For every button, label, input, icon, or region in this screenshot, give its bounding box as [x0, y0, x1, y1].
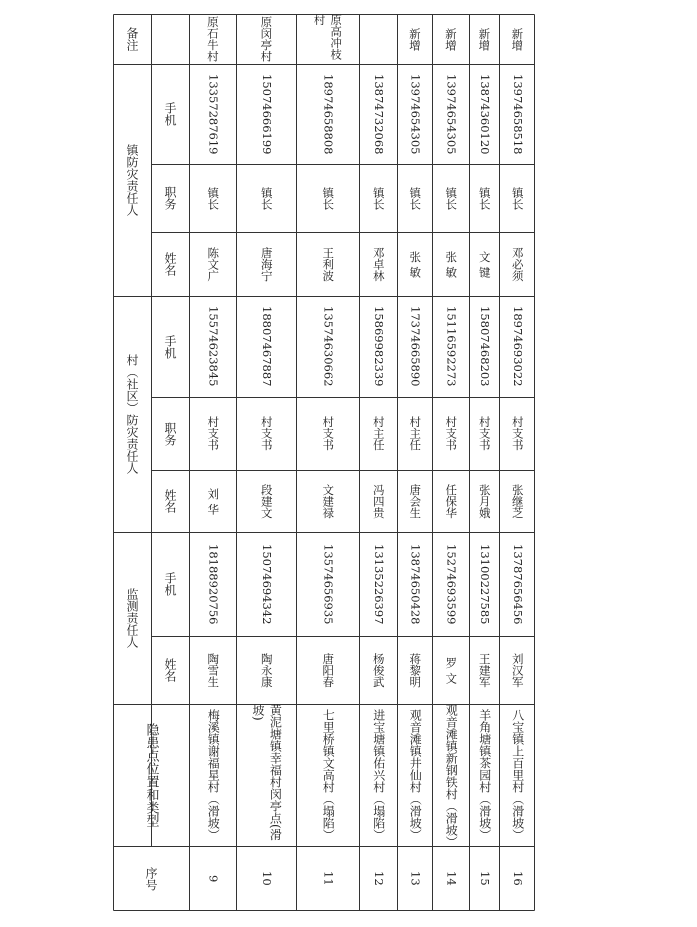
row-village-name [359, 470, 397, 532]
row-town-name [432, 232, 469, 296]
row-village-title-text: 村支书 [206, 416, 221, 451]
row-location-text: 羊角塘镇茶园村（滑坡） [477, 709, 492, 841]
row-seq-text: 15 [477, 871, 492, 886]
row-town-title [499, 164, 535, 232]
header-seq [113, 846, 189, 911]
header-monitor-name [151, 636, 189, 704]
row-town-name [236, 232, 296, 296]
row-town-name [469, 232, 499, 296]
row-village-name [236, 470, 296, 532]
row-monitor-name-text: 陶永康 [259, 652, 274, 688]
row-location [236, 704, 296, 846]
row-remark [189, 14, 236, 64]
row-village-title [359, 397, 397, 470]
row-village-title [499, 397, 535, 470]
row-location-text: 七里桥镇文高村（塌陷） [321, 709, 336, 841]
header-village-group-text: 村（社区）防灾责任人 [125, 354, 139, 474]
row-location [469, 704, 499, 846]
row-location-text: 梅溪镇谢福星村（滑坡） [206, 709, 221, 841]
row-village-title [469, 397, 499, 470]
row-location [397, 704, 432, 846]
row-town-title [469, 164, 499, 232]
row-town-title [189, 164, 236, 232]
row-town-phone [499, 64, 535, 164]
header-village-phone-text: 手机 [163, 334, 177, 359]
row-village-phone-text: 17374665890 [408, 306, 423, 387]
row-seq-text: 16 [510, 871, 525, 886]
row-village-name-text: 冯四贵 [371, 483, 386, 519]
header-village-group [113, 296, 151, 532]
row-village-name [397, 470, 432, 532]
row-remark-text: 新增 [407, 27, 422, 51]
row-town-phone-text: 13974658518 [510, 73, 525, 155]
row-remark-text: 新增 [443, 27, 458, 51]
header-town-name [151, 232, 189, 296]
row-remark [499, 14, 535, 64]
row-monitor-name-text: 王建军 [477, 652, 492, 688]
row-village-name [296, 470, 359, 532]
row-location-text: 八宝镇上百里村（滑坡） [510, 709, 525, 841]
header-town-name-text: 姓名 [163, 252, 177, 276]
row-monitor-name [499, 636, 535, 704]
row-monitor-phone-text: 13135226397 [371, 543, 386, 625]
row-monitor-name [432, 636, 469, 704]
header-monitor-phone [151, 532, 189, 636]
row-town-phone-text: 15074666199 [259, 73, 274, 155]
row-monitor-phone [432, 532, 469, 636]
row-village-phone-text: 15869982339 [371, 306, 386, 387]
row-town-phone-text: 13874732068 [371, 73, 386, 155]
row-village-title-text: 村主任 [408, 416, 423, 451]
row-monitor-phone-text: 13787656456 [510, 543, 525, 625]
header-town-phone-text: 手机 [163, 102, 177, 126]
row-town-title-text: 镇长 [408, 186, 423, 210]
row-seq [236, 846, 296, 911]
row-monitor-phone [499, 532, 535, 636]
header-monitor-group-text: 监测责任人 [125, 588, 139, 648]
row-village-phone-text: 15574623845 [206, 306, 221, 387]
row-remark-text: 原高冲枝村 [312, 14, 344, 60]
row-seq [499, 846, 535, 911]
row-town-phone [189, 64, 236, 164]
row-village-name-text: 任保华 [444, 483, 459, 519]
row-village-name [499, 470, 535, 532]
row-town-name-text: 邓卓林 [371, 246, 386, 282]
row-town-name [499, 232, 535, 296]
row-location-text: 观音滩镇井仙村（滑坡） [408, 709, 423, 841]
row-remark-text: 新增 [510, 27, 525, 51]
row-monitor-name [469, 636, 499, 704]
row-village-phone-text: 18974693022 [510, 306, 525, 387]
row-town-name-text: 张 敏 [444, 250, 459, 278]
row-village-title [296, 397, 359, 470]
header-monitor-name-text: 姓名 [163, 658, 177, 682]
row-village-name-text: 文建禄 [321, 483, 336, 519]
row-seq-text: 11 [321, 871, 336, 886]
row-remark [469, 14, 499, 64]
row-remark [236, 14, 296, 64]
row-remark-text: 新增 [477, 27, 492, 51]
row-remark [359, 14, 397, 64]
header-village-name-text: 姓名 [163, 489, 177, 513]
header-location [113, 704, 189, 846]
row-town-title-text: 镇长 [206, 186, 221, 210]
row-town-name-text: 王利波 [321, 246, 336, 282]
row-town-title [397, 164, 432, 232]
row-village-name [432, 470, 469, 532]
row-seq-text: 10 [259, 871, 274, 886]
row-monitor-phone-text: 13874650428 [408, 543, 423, 625]
row-remark [296, 14, 359, 64]
row-village-title [432, 397, 469, 470]
header-village-phone [151, 296, 189, 397]
row-remark [432, 14, 469, 64]
row-town-title [236, 164, 296, 232]
row-seq [469, 846, 499, 911]
row-location [432, 704, 469, 846]
row-monitor-phone-text: 13100227585 [477, 543, 492, 625]
row-town-title-text: 镇长 [510, 186, 525, 210]
row-town-phone [432, 64, 469, 164]
row-monitor-phone [189, 532, 236, 636]
header-remark-text: 备注 [125, 27, 139, 51]
row-town-name [189, 232, 236, 296]
row-village-title-text: 村支书 [321, 416, 336, 451]
row-village-name-text: 段建文 [259, 483, 274, 519]
row-town-phone-text: 13974654305 [408, 73, 423, 155]
header-location-text: 隐患点位置和类型 [143, 723, 159, 827]
row-village-phone [499, 296, 535, 397]
row-town-title-text: 镇长 [321, 186, 336, 210]
row-seq-text: 12 [371, 871, 386, 886]
row-monitor-name-text: 罗 文 [444, 656, 459, 684]
row-town-name-text: 文 键 [477, 250, 492, 278]
row-remark [397, 14, 432, 64]
row-village-title [189, 397, 236, 470]
row-village-phone [359, 296, 397, 397]
row-village-phone-text: 18807467887 [259, 306, 274, 387]
row-village-phone [189, 296, 236, 397]
row-monitor-name [189, 636, 236, 704]
header-village-title-text: 职务 [163, 421, 177, 446]
row-village-name-text: 张继芝 [510, 483, 525, 519]
header-remark [113, 14, 151, 64]
row-monitor-phone [296, 532, 359, 636]
header-town-title-text: 职务 [163, 186, 177, 210]
header-village-name [151, 470, 189, 532]
row-town-phone [296, 64, 359, 164]
row-village-name [189, 470, 236, 532]
row-monitor-phone-text: 13574656935 [321, 543, 336, 625]
row-monitor-name [236, 636, 296, 704]
header-town-group [113, 64, 151, 296]
row-town-title [296, 164, 359, 232]
row-monitor-phone [359, 532, 397, 636]
header-seq-text: 序号 [144, 866, 158, 891]
row-town-phone [469, 64, 499, 164]
row-location-text: 进宝塘镇佑兴村（塌陷） [371, 709, 386, 841]
row-village-name-text: 唐会生 [408, 483, 423, 519]
row-location [499, 704, 535, 846]
row-location-text: 观音滩镇新钢铁村（滑坡） [444, 704, 459, 848]
row-town-title-text: 镇长 [259, 186, 274, 210]
row-town-phone-text: 13357287619 [206, 73, 221, 155]
header-monitor-group [113, 532, 151, 704]
row-town-title-text: 镇长 [477, 186, 492, 210]
row-village-phone-text: 15807468203 [477, 306, 492, 387]
row-monitor-phone-text: 15274693599 [444, 543, 459, 625]
row-town-title-text: 镇长 [444, 186, 459, 210]
row-town-name [397, 232, 432, 296]
header-town-title [151, 164, 189, 232]
row-town-phone-text: 18974658808 [321, 73, 336, 155]
row-town-name-text: 张 敏 [408, 250, 423, 278]
row-village-phone [296, 296, 359, 397]
row-town-phone-text: 13874360120 [477, 73, 492, 155]
row-town-phone [359, 64, 397, 164]
row-monitor-phone [236, 532, 296, 636]
row-town-title [359, 164, 397, 232]
row-monitor-name-text: 刘汉军 [510, 652, 525, 688]
header-village-title [151, 397, 189, 470]
row-monitor-name-text: 蒋黎明 [408, 652, 423, 688]
row-town-title-text: 镇长 [371, 186, 386, 210]
row-monitor-phone-text: 18188920756 [206, 543, 221, 625]
row-monitor-phone-text: 15074694342 [259, 543, 274, 625]
row-village-phone-text: 15116592273 [444, 306, 459, 387]
rotated-table-page [113, 14, 535, 911]
row-town-name-text: 唐海宁 [259, 246, 274, 282]
row-town-name [296, 232, 359, 296]
row-village-title-text: 村支书 [444, 416, 459, 451]
row-village-title-text: 村支书 [477, 416, 492, 451]
row-location [359, 704, 397, 846]
row-village-name-text: 张月娥 [477, 483, 492, 519]
row-village-phone [397, 296, 432, 397]
row-seq-text: 9 [206, 874, 221, 883]
row-monitor-name [397, 636, 432, 704]
header-town-group-text: 镇防灾责任人 [125, 144, 139, 216]
row-remark-text: 原石牛村 [205, 16, 220, 62]
row-seq [359, 846, 397, 911]
row-village-phone-text: 13574630662 [321, 306, 336, 387]
header-monitor-phone-text: 手机 [163, 572, 177, 596]
row-monitor-name-text: 陶雪生 [206, 652, 221, 688]
row-monitor-name [296, 636, 359, 704]
row-town-phone [236, 64, 296, 164]
row-monitor-phone [469, 532, 499, 636]
row-village-title-text: 村支书 [510, 416, 525, 451]
row-village-title-text: 村主任 [371, 416, 386, 451]
row-town-phone-text: 13974654305 [444, 73, 459, 155]
row-monitor-name [359, 636, 397, 704]
row-seq-text: 14 [444, 871, 459, 886]
row-town-name-text: 邓必须 [510, 246, 525, 282]
row-seq-text: 13 [408, 871, 423, 886]
row-seq [397, 846, 432, 911]
row-seq [432, 846, 469, 911]
row-seq [296, 846, 359, 911]
row-village-title [397, 397, 432, 470]
row-town-name-text: 陈文广 [206, 246, 221, 282]
row-village-name [469, 470, 499, 532]
row-monitor-name-text: 唐阳春 [321, 652, 336, 688]
row-town-title [432, 164, 469, 232]
row-monitor-phone [397, 532, 432, 636]
row-village-phone [432, 296, 469, 397]
row-remark-text: 原闵亭村 [259, 16, 274, 62]
row-location-text: 黄泥塘镇幸福村闵亭点(滑坡) [251, 704, 283, 841]
row-seq [189, 846, 236, 911]
row-village-name-text: 刘 华 [206, 487, 221, 515]
row-village-title [236, 397, 296, 470]
row-village-phone [236, 296, 296, 397]
row-location [189, 704, 236, 846]
row-village-phone [469, 296, 499, 397]
row-town-name [359, 232, 397, 296]
row-town-phone [397, 64, 432, 164]
row-village-title-text: 村支书 [259, 416, 274, 451]
header-town-phone [151, 64, 189, 164]
row-location [296, 704, 359, 846]
row-monitor-name-text: 杨俊武 [371, 652, 386, 688]
